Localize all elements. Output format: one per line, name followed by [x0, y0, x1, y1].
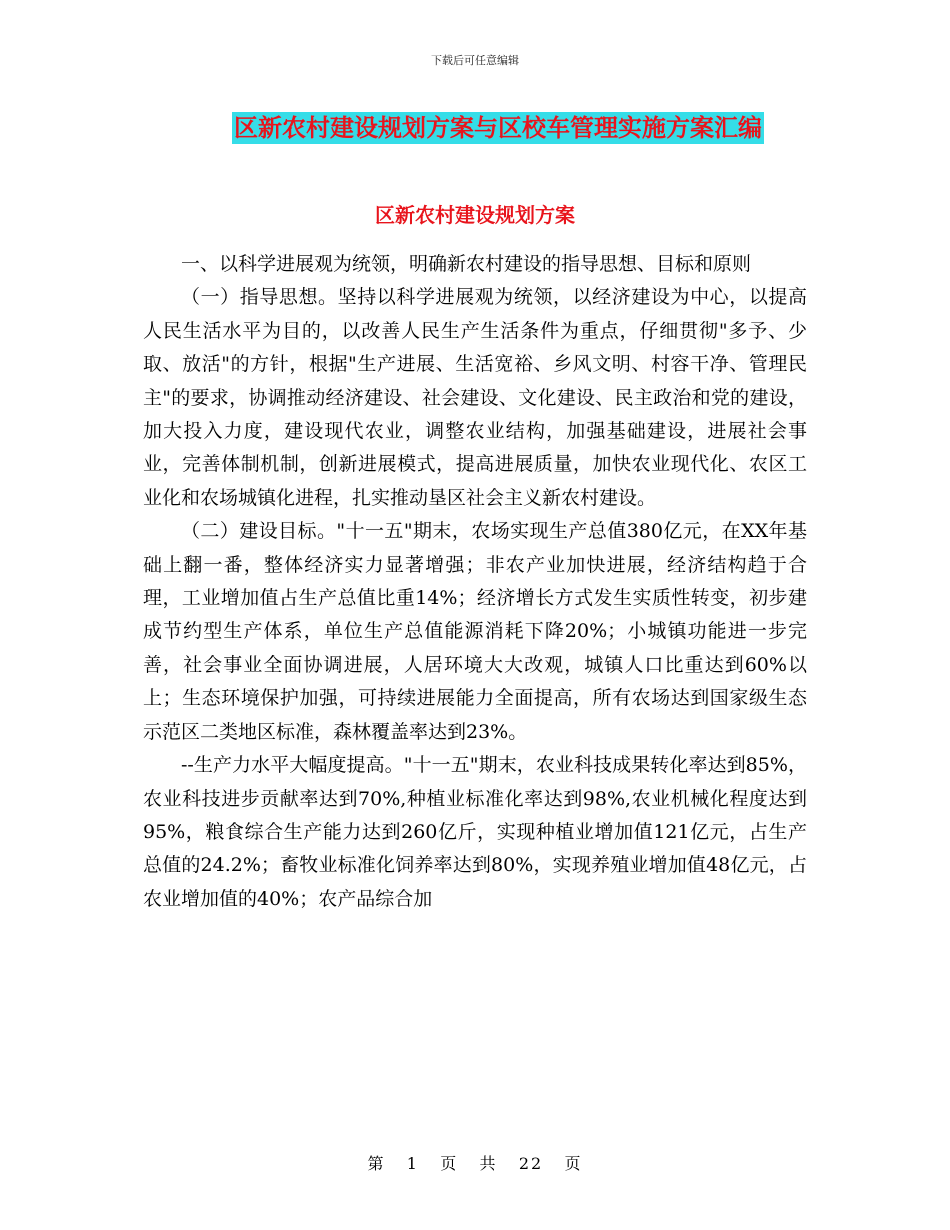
- footer-total-pages: 22: [518, 1154, 544, 1173]
- footer-word-ye-2: 页: [564, 1154, 583, 1173]
- document-body: [143, 248, 807, 916]
- paragraph-construction-goals: （二）建设目标。"十一五"期末，农场实现生产总值380亿元，在XX年基础上翻一番，整体经济实力显著增强；非农产业加快进展，经济结构趋于合理，工业增加值占生产总值比重14%；经济增长方式发生实质性转变，初步建成节约型生产体系，单位生产总值能源消耗下降20%；小城镇功能进一步完善，社会事业全面协调进展，人居环境大大改观，城镇人口比重达到60%以上；生态环境保护加强，可持续进展能力全面提高，所有农场达到国家级生态示范区二类地区标准，森林覆盖率达到23%。: [143, 520, 807, 743]
- footer-word-gong: 共: [479, 1154, 498, 1173]
- footer-word-ye: 页: [440, 1154, 459, 1173]
- document-title: 区新农村建设规划方案与区校车管理实施方案汇编: [234, 113, 762, 142]
- footer-word-di: 第: [367, 1154, 386, 1173]
- paragraph-principles-heading: 一、以科学进展观为统领，明确新农村建设的指导思想、目标和原则: [181, 253, 752, 275]
- footer-page-number: 1: [406, 1154, 419, 1173]
- document-title-container: [0, 112, 950, 144]
- section-title: 区新农村建设规划方案: [375, 203, 575, 227]
- page-header-note: 下载后可任意编辑: [431, 54, 519, 67]
- page-footer: [0, 1154, 950, 1174]
- paragraph-guiding-ideology: （一）指导思想。坚持以科学进展观为统领，以经济建设为中心，以提高人民生活水平为目的，以改善人民生产生活条件为重点，仔细贯彻"多予、少取、放活"的方针，根据"生产进展、生活宽裕、乡风文明、村容干净、管理民主"的要求，协调推动经济建设、社会建设、文化建设、民主政治和党的建设，加大投入力度，建设现代农业，调整农业结构，加强基础建设，进展社会事业，完善体制机制，创新进展模式，提高进展质量，加快农业现代化、农区工业化和农场城镇化进程，扎实推动垦区社会主义新农村建设。: [143, 286, 807, 509]
- paragraph-productivity: --生产力水平大幅度提高。"十一五"期末，农业科技成果转化率达到85%，农业科技进步贡献率达到70%,种植业标准化率达到98%,农业机械化程度达到95%，粮食综合生产能力达到260亿斤，实现种植业增加值121亿元，占生产总值的24.2%；畜牧业标准化饲养率达到80%，实现养殖业增加值48亿元，占农业增加值的40%；农产品综合加: [143, 754, 807, 910]
